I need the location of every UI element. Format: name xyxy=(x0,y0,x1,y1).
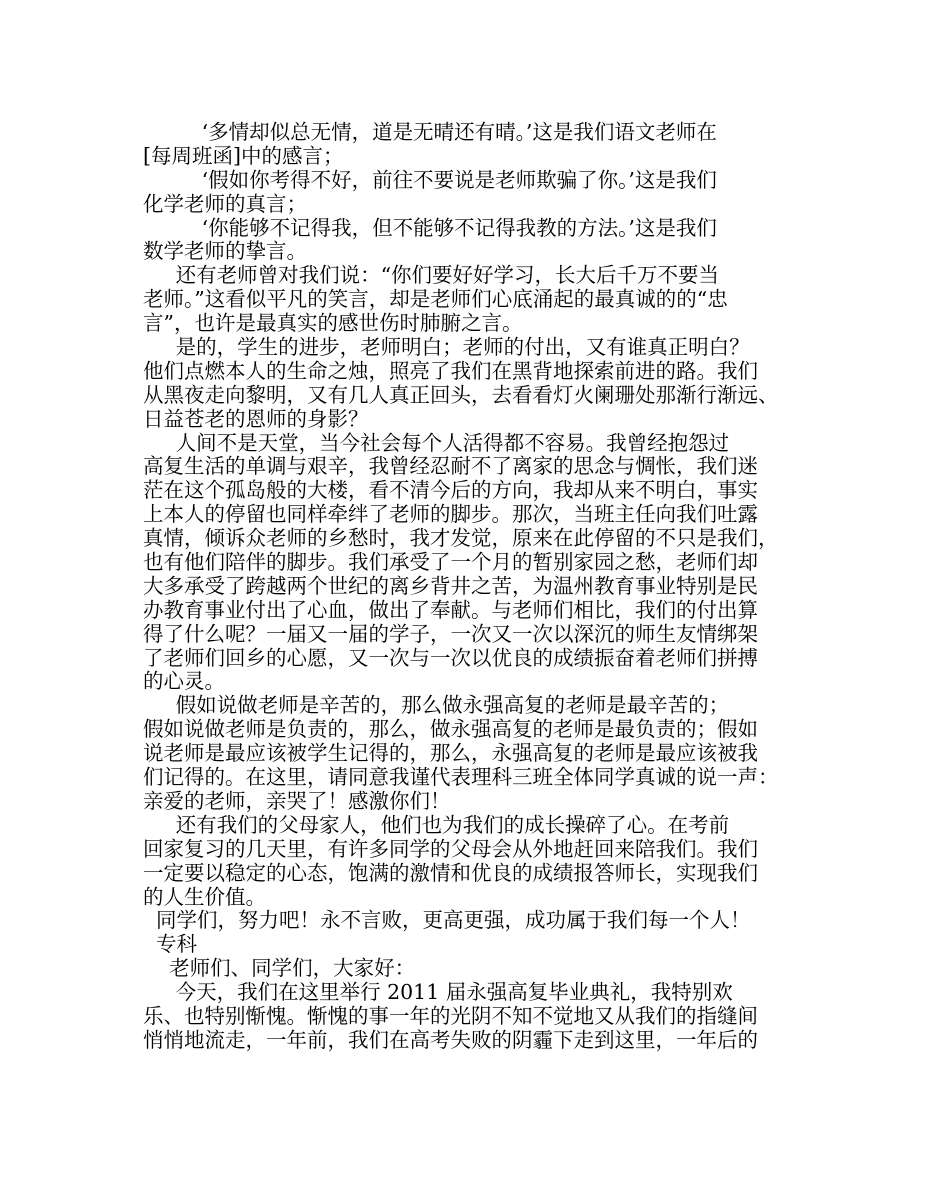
text-line: 假如说做老师是负责的，那么，做永强高复的老师是最负责的；假如 xyxy=(143,717,758,742)
text-line: ‘你能够不记得我，但不能够不记得我教的方法。’这是我们 xyxy=(143,215,717,240)
text-line: 是的，学生的进步，老师明白；老师的付出，又有谁真正明白？ xyxy=(143,335,750,360)
text-line: 他们点燃本人的生命之烛，照亮了我们在黑背地探索前进的路。我们 xyxy=(143,358,758,383)
text-line: ‘假如你考得不好，前往不要说是老师欺骗了你。’这是我们 xyxy=(143,167,717,192)
text-line: 大多承受了跨越两个世纪的离乡背井之苦，为温州教育事业特别是民 xyxy=(143,573,758,598)
text-line: 同学们，努力吧！永不言败，更高更强，成功属于我们每一个人！ xyxy=(143,908,751,933)
text-line: 得了什么呢？一届又一届的学子，一次又一次以深沉的师生友情绑架 xyxy=(143,621,758,646)
text-line: 还有老师曾对我们说：“你们要好好学习，长大后千万不要当 xyxy=(143,263,720,288)
text-line: 日益苍老的恩师的身影？ xyxy=(143,406,369,431)
text-line: 高复生活的单调与艰辛，我曾经忍耐不了离家的思念与惆怅，我们迷 xyxy=(143,454,758,479)
text-line: 乐、也特别惭愧。惭愧的事一年的光阴不知不觉地又从我们的指缝间 xyxy=(143,1003,758,1028)
text-line: 悄悄地流走，一年前，我们在高考失败的阴霾下走到这里，一年后的 xyxy=(143,1027,758,1052)
text-line: 办教育事业付出了心血，做出了奉献。与老师们相比，我们的付出算 xyxy=(143,597,758,622)
text-line: 专科 xyxy=(143,932,198,957)
text-line: 茫在这个孤岛般的大楼，看不清今后的方向，我却从来不明白，事实 xyxy=(143,478,758,503)
text-line: 说老师是最应该被学生记得的，那么，永强高复的老师是最应该被我 xyxy=(143,741,758,766)
text-line: 的人生价值。 xyxy=(143,884,266,909)
text-line: 了老师们回乡的心愿，又一次与一次以优良的成绩振奋着老师们拼搏 xyxy=(143,645,758,670)
text-line: 回家复习的几天里，有许多同学的父母会从外地赶回来陪我们。我们 xyxy=(143,836,758,861)
text-line: 今天，我们在这里举行 2011 届永强高复毕业典礼，我特别欢 xyxy=(143,980,733,1005)
text-line: 老师。”这看似平凡的笑言，却是老师们心底涌起的最真诚的的“忠 xyxy=(143,287,728,312)
text-line: 数学老师的挚言。 xyxy=(143,239,307,264)
text-line: 们记得的。在这里，请同意我谨代表理科三班全体同学真诚的说一声： xyxy=(143,765,779,790)
text-line: ‘多情却似总无情，道是无晴还有晴。’这是我们语文老师在 xyxy=(143,120,717,144)
text-line: 言”，也许是最真实的感世伤时肺腑之言。 xyxy=(143,311,523,336)
text-line: 假如说做老师是辛苦的，那么做永强高复的老师是最辛苦的； xyxy=(143,693,730,718)
text-line: 化学老师的真言； xyxy=(143,191,307,216)
text-line: 的心灵。 xyxy=(143,669,225,694)
document-body xyxy=(143,121,826,1053)
text-line: 一定要以稳定的心态，饱满的激情和优良的成绩报答师长，实现我们 xyxy=(143,860,758,885)
text-line: 还有我们的父母家人，他们也为我们的成长操碎了心。在考前 xyxy=(143,812,730,837)
text-line: 从黑夜走向黎明，又有几人真正回头，去看看灯火阑珊处那渐行渐远、 xyxy=(143,382,779,407)
text-line: 亲爱的老师，亲哭了！感激你们！ xyxy=(143,788,451,813)
text-line: 也有他们陪伴的脚步。我们承受了一个月的暂别家园之愁，老师们却 xyxy=(143,550,758,575)
text-line: [每周班函]中的感言； xyxy=(143,143,344,168)
text-line: 人间不是天堂，当今社会每个人活得都不容易。我曾经抱怨过 xyxy=(143,430,730,455)
text-line: 真情，倾诉众老师的乡愁时，我才发觉，原来在此停留的不只是我们， xyxy=(143,526,779,551)
text-line: 老师们、同学们，大家好： xyxy=(143,956,416,981)
text-line: 上本人的停留也同样牵绊了老师的脚步。那次，当班主任向我们吐露 xyxy=(143,502,758,527)
